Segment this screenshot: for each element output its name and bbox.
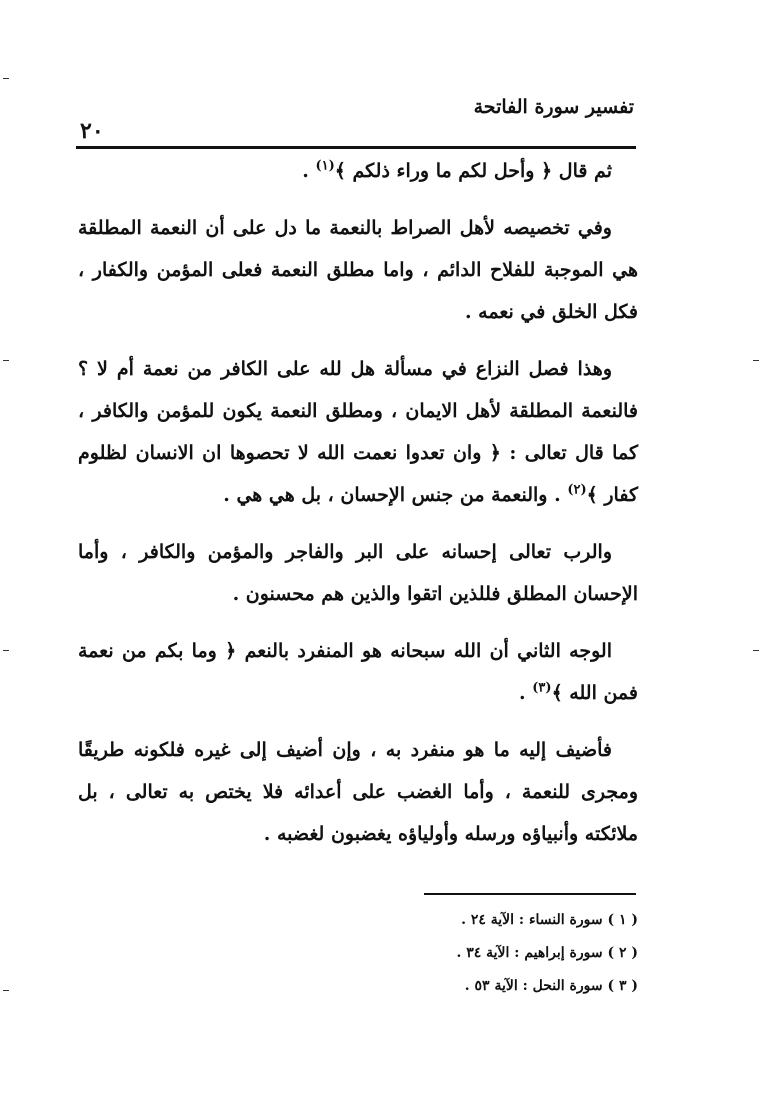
- scan-edge-mark: [753, 360, 759, 361]
- paragraph-text: فأضيف إليه ما هو منفرد به ، وإن أضيف إلى غيره فلكونه طريقًا ومجرى للنعمة ، وأما الغضب على أعدائه فلا يختص به تعالى ، بل ملائكته وأنبياؤه ورسله وأولياؤه يغضبون لغضبه .: [78, 739, 638, 845]
- paragraph-text: والرب تعالى إحسانه على البر والفاجر والمؤمن والكافر ، وأما الإحسان المطلق فللذين اتقوا والذين هم محسنون .: [78, 541, 638, 605]
- body-text: [78, 150, 638, 870]
- scan-edge-mark: [3, 78, 9, 79]
- paragraph-1: [78, 150, 638, 192]
- paragraph-4: [78, 531, 638, 615]
- paragraph-text: وهذا فصل النزاع في مسألة هل لله على الكافر من نعمة أم لا ؟ فالنعمة المطلقة لأهل الايمان ، ومطلق النعمة يكون للمؤمن والكافر ، كما قال تعالى : ﴿ وان تعدوا نعمت الله لا تحصوها ان الانسان لظلوم كفار ﴾: [78, 358, 638, 506]
- page-header-title: تفسير سورة الفاتحة: [473, 96, 634, 118]
- scan-edge-mark: [753, 650, 759, 651]
- scan-edge-mark: [3, 650, 9, 651]
- paragraph-tail: .: [302, 160, 316, 182]
- footnote-divider: [424, 893, 636, 895]
- paragraph-text: ثم قال ﴿ وأحل لكم ما وراء ذلكم ﴾: [334, 160, 612, 182]
- footnotes: [338, 904, 638, 1003]
- footnote-3: ( ٣ ) سورة النحل : الآية ٥٣ .: [464, 978, 638, 994]
- paragraph-3: [78, 348, 638, 516]
- paragraph-6: [78, 729, 638, 855]
- scan-edge-mark: [3, 990, 9, 991]
- footnote-ref: (٢): [567, 482, 587, 498]
- paragraph-5: [78, 630, 638, 714]
- header-divider: [76, 146, 636, 149]
- footnote-1: ( ١ ) سورة النساء : الآية ٢٤ .: [461, 912, 638, 928]
- paragraph-text: وفي تخصيصه لأهل الصراط بالنعمة ما دل على أن النعمة المطلقة هي الموجبة للفلاح الدائم ، واما مطلق النعمة فعلى المؤمن والكفار ، فكل الخلق في نعمه .: [78, 217, 638, 323]
- footnote-ref: (١): [315, 158, 335, 174]
- scan-edge-mark: [3, 360, 9, 361]
- paragraph-2: [78, 207, 638, 333]
- page-number: ٢٠: [80, 118, 104, 144]
- footnote-2: ( ٢ ) سورة إبراهيم : الآية ٣٤ .: [456, 945, 638, 961]
- footnote-ref: (٣): [532, 680, 552, 696]
- paragraph-tail: .: [519, 682, 533, 704]
- paragraph-tail: . والنعمة من جنس الإحسان ، بل هي هي .: [223, 484, 568, 506]
- paragraph-text: الوجه الثاني أن الله سبحانه هو المنفرد بالنعم ﴿ وما بكم من نعمة فمن الله ﴾: [78, 640, 638, 704]
